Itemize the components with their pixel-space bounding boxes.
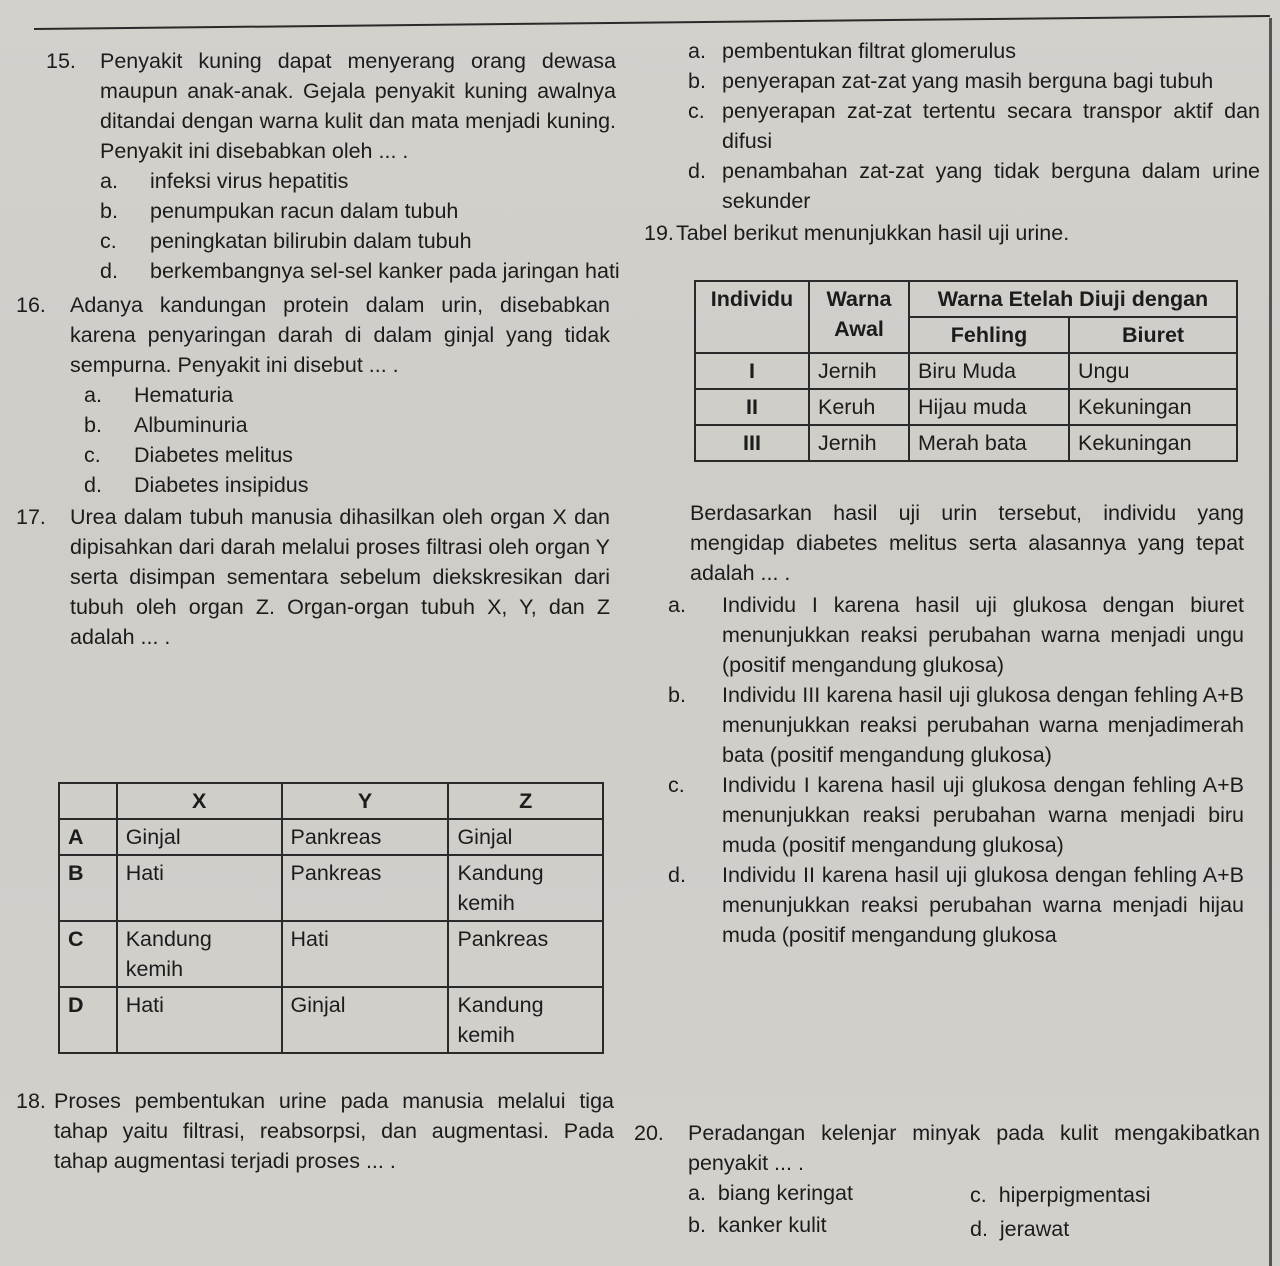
question-text: Peradangan kelenjar minyak pada kulit mengakibatkan penyakit ... . [688,1121,1260,1175]
option-c[interactable]: c. Individu I karena hasil uji glukosa dengan fehling A+B menunjukkan reaksi perubahan warna menjadi biru muda (positif mengandung glukosa) [668,773,1244,857]
table-row[interactable]: A Ginjal Pankreas Ginjal [59,819,603,855]
question-text: Proses pembentukan urine pada manusia melalui tiga tahap yaitu filtrasi, reabsorpsi, dan augmentasi. Pada tahap augmentasi terjadi proses ... . [54,1089,614,1173]
table-row[interactable]: I Jernih Biru Muda Ungu [695,353,1237,389]
question-17 [16,502,616,652]
option-d[interactable]: d. berkembangnya sel-sel kanker pada jaringan hati [100,259,620,283]
question-text: Adanya kandungan protein dalam urin, disebabkan karena penyaringan darah di dalam ginjal yang tidak sempurna. Penyakit ini disebut ... . [70,293,610,377]
question-20-options [634,1178,1260,1242]
question-19-body [668,498,1244,950]
question-20 [634,1118,1260,1242]
option-c[interactable]: c. Diabetes melitus [84,443,293,467]
question-text: Penyakit kuning dapat menyerang orang dewasa maupun anak-anak. Gejala penyakit kuning awalnya ditandai dengan warna kulit dan mata menjadi kuning. Penyakit ini disebabkan oleh ... . [100,49,616,163]
right-column [644,36,1260,248]
table-row[interactable]: II Keruh Hijau muda Kekuningan [695,389,1237,425]
option-c[interactable]: c. peningkatan bilirubin dalam tubuh [100,229,472,253]
option-d[interactable]: d. Individu II karena hasil uji glukosa dengan fehling A+B menunjukkan reaksi perubahan warna menjadi hijau muda (positif mengandung glukosa [668,863,1244,947]
question-18 [16,1086,616,1176]
option-b[interactable]: b. penyerapan zat-zat yang masih berguna bagi tubuh [688,69,1214,93]
question-15 [46,46,616,166]
question-19-table: Individu Warna Awal Warna Etelah Diuji dengan Fehling Biuret I Jernih Biru Muda Ungu II Keruh Hijau muda Kekuningan III Jernih Merah bata Kekuningan [694,280,1238,462]
table-row[interactable]: III Jernih Merah bata Kekuningan [695,425,1237,461]
question-text: Urea dalam tubuh manusia dihasilkan oleh organ X dan dipisahkan dari darah melalui proses filtrasi oleh organ Y serta disimpan sementara sebelum diekskresikan dari tubuh oleh organ Z. Organ-organ tubuh X, Y, dan Z adalah ... . [70,505,610,649]
option-d[interactable]: d. penambahan zat-zat yang tidak berguna dalam urine sekunder [688,159,1260,213]
table-row[interactable]: C Kandung kemih Hati Pankreas [59,921,603,987]
page-edge [1269,18,1272,1266]
question-text: Tabel berikut menunjukkan hasil uji urine. [676,221,1070,245]
question-stem: Berdasarkan hasil uji urin tersebut, individu yang mengidap diabetes melitus serta alasannya yang tepat adalah ... . [690,501,1244,585]
top-rule [34,15,1270,30]
question-number: 16. [16,293,46,317]
option-a[interactable]: a. Individu I karena hasil uji glukosa dengan biuret menunjukkan reaksi perubahan warna menjadi ungu (positif mengandung glukosa) [668,593,1244,677]
question-18-options [668,36,1260,216]
table-subheader-row: Fehling Biuret [695,317,1237,353]
question-19 [644,218,1260,248]
option-b[interactable]: b. Individu III karena hasil uji glukosa dengan fehling A+B menunjukkan reaksi perubahan warna menjadimerah bata (positif mengandung glukosa) [668,683,1244,767]
question-number: 20. [634,1121,664,1145]
option-b[interactable]: b. penumpukan racun dalam tubuh [100,199,459,223]
question-19-options [668,590,1244,950]
question-16 [16,290,616,380]
option-a[interactable]: a. biang keringat [688,1181,853,1205]
option-b[interactable]: b. kanker kulit [688,1213,827,1237]
option-d[interactable]: d. Diabetes insipidus [84,473,309,497]
table-row[interactable]: D Hati Ginjal Kandung kemih [59,987,603,1053]
question-number: 17. [16,505,46,529]
option-c[interactable]: c. hiperpigmentasi [970,1183,1151,1207]
question-number: 19. [644,221,674,245]
option-a[interactable]: a. Hematuria [84,383,234,407]
option-d[interactable]: d. jerawat [970,1217,1070,1241]
question-number: 15. [46,49,76,73]
left-column [16,46,620,652]
question-15-options [36,166,620,286]
question-16-options [20,380,616,500]
table-row[interactable]: B Hati Pankreas Kandung kemih [59,855,603,921]
option-c[interactable]: c. penyerapan zat-zat tertentu secara transpor aktif dan difusi [688,99,1260,153]
option-b[interactable]: b. Albuminuria [84,413,248,437]
question-number: 18. [16,1089,46,1113]
option-a[interactable]: a. infeksi virus hepatitis [100,169,349,193]
question-17-table [58,782,604,1054]
option-a[interactable]: a. pembentukan filtrat glomerulus [688,39,1016,63]
table-header-row: X Y Z [59,783,603,819]
